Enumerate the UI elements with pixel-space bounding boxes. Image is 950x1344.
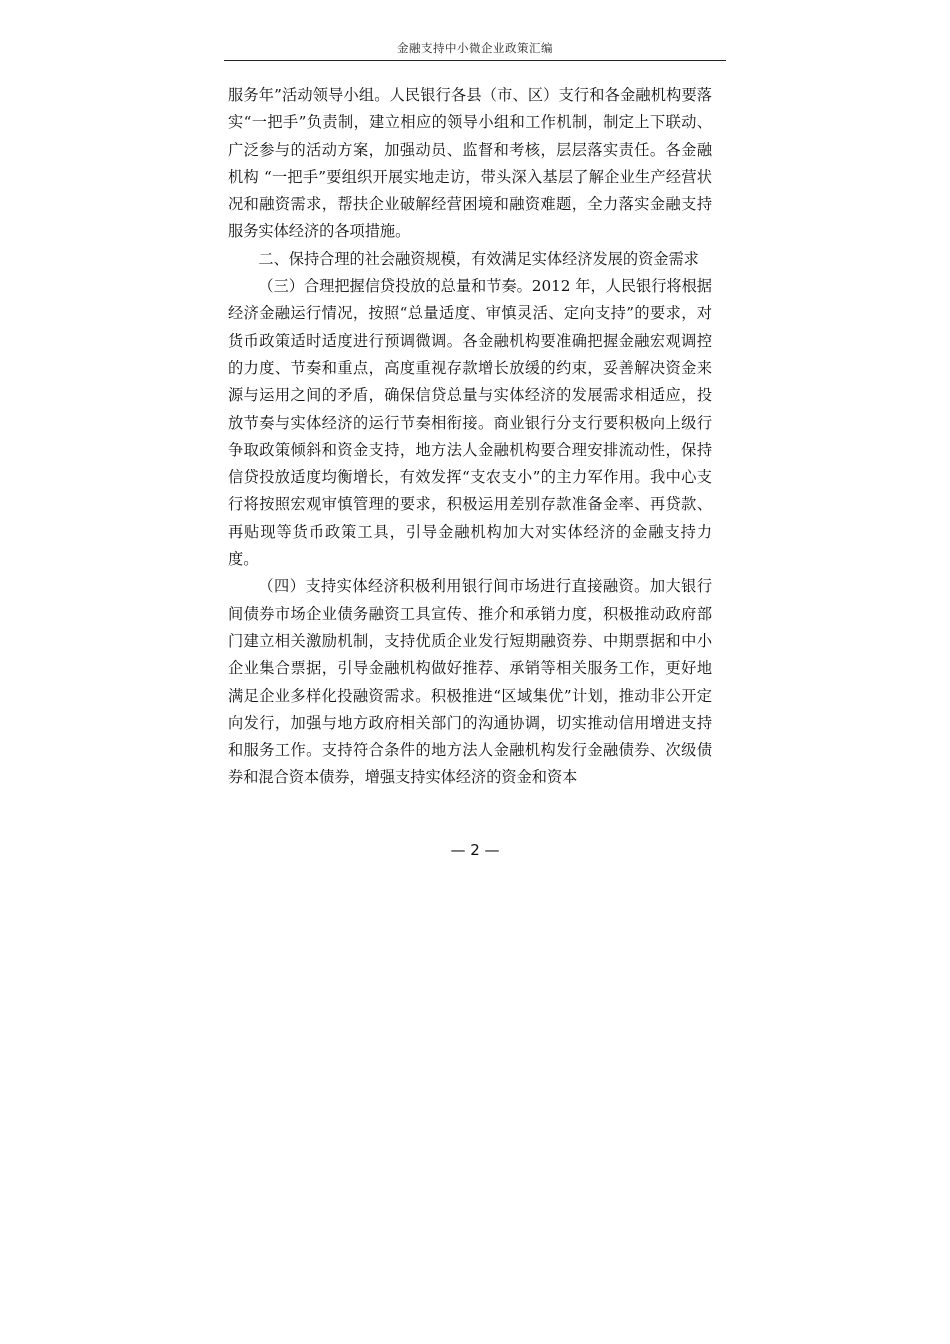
paragraph-item-three: （三）合理把握信贷投放的总量和节奏。2012 年，人民银行将根据经济金融运行情况，按照“总量适度、审慎灵活、定向支持”的要求，对货币政策适时适度进行预调微调。各金融机构要准确把握金融宏观调控的力度、节奏和重点，高度重视存款增长放缓的约束，妥善解决资金来源与运用之间的矛盾，确保信贷总量与实体经济的发展需求相适应，投放节奏与实体经济的运行节奏相衔接。商业银行分支行要积极向上级行争取政策倾斜和资金支持，地方法人金融机构要合理安排流动性，保持信贷投放适度均衡增长，有效发挥“支农支小”的主力军作用。我中心支行将按照宏观审慎管理的要求，积极运用差别存款准备金率、再贷款、再贴现等货币政策工具，引导金融机构加大对实体经济的金融支持力度。 bbox=[228, 277, 712, 569]
paragraph-continuation: 服务年”活动领导小组。人民银行各县（市、区）支行和各金融机构要落实“一把手”负责制，建立相应的领导小组和工作机制，制定上下联动、广泛参与的活动方案，加强动员、监督和考核，层层落实责任。各金融机构 “一把手”要组织开展实地走访，带头深入基层了解企业生产经营状况和融资需求，帮扶企业破解经营困境和融资难题，全力落实金融支持服务实体经济的各项措施。 bbox=[228, 86, 712, 241]
running-header: 金融支持中小微企业政策汇编 bbox=[397, 41, 553, 55]
header-rule bbox=[224, 60, 726, 61]
page-number: — 2 — bbox=[450, 841, 500, 859]
paragraph-item-four: （四）支持实体经济积极利用银行间市场进行直接融资。加大银行间债券市场企业债务融资工具宣传、推介和承销力度，积极推动政府部门建立相关激励机制，支持优质企业发行短期融资券、中期票据和中小企业集合票据，引导金融机构做好推荐、承销等相关服务工作，更好地满足企业多样化投融资需求。积极推进“区域集优”计划，推动非公开定向发行，加强与地方政府相关部门的沟通协调，切实推动信用增进支持和服务工作。支持符合条件的地方法人金融机构发行金融债券、次级债券和混合资本债券，增强支持实体经济的资金和资本 bbox=[228, 577, 712, 787]
section-heading-two: 二、保持合理的社会融资规模，有效满足实体经济发展的资金需求 bbox=[258, 249, 699, 268]
body-text bbox=[228, 82, 712, 792]
